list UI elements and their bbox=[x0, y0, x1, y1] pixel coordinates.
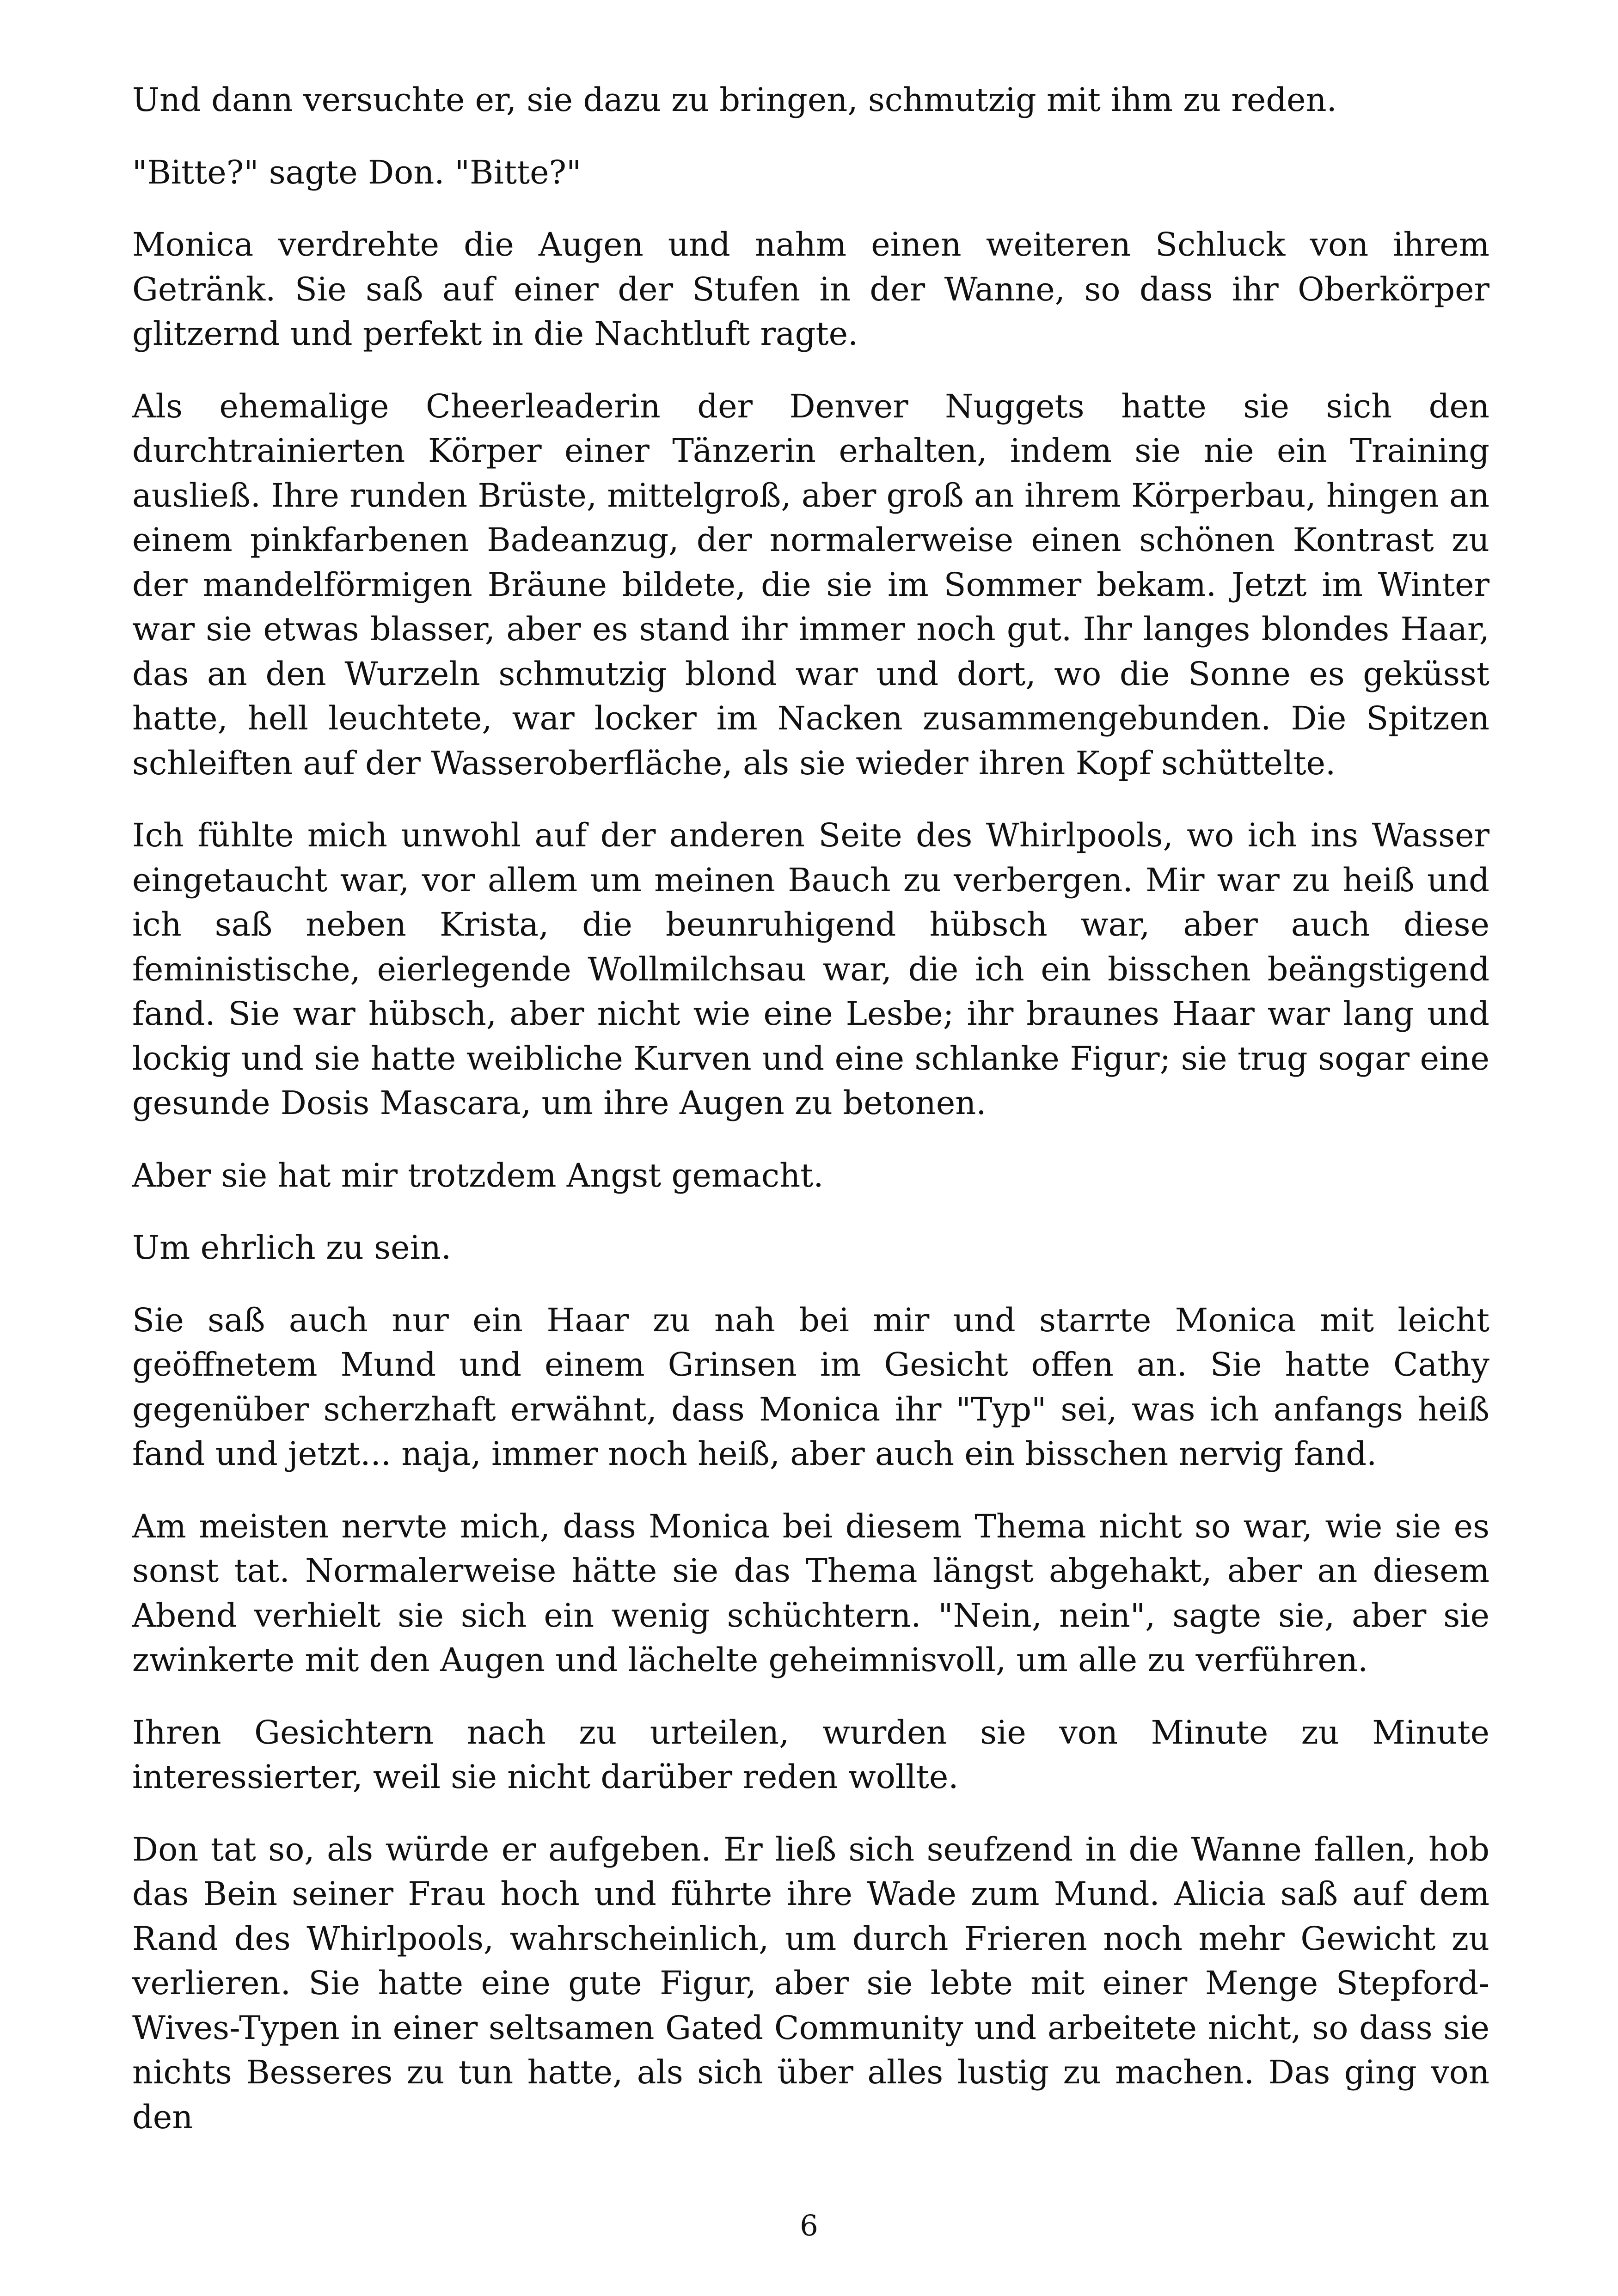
paragraph: Ihren Gesichtern nach zu urteilen, wurden sie von Minute zu Minute interessierter, weil sie nicht darüber reden wollte. bbox=[132, 1713, 1489, 1796]
paragraph: Um ehrlich zu sein. bbox=[132, 1229, 452, 1267]
paragraph: "Bitte?" sagte Don. "Bitte?" bbox=[132, 153, 582, 191]
paragraph: Sie saß auch nur ein Haar zu nah bei mir und starrte Monica mit leicht geöffnetem Mund und einem Grinsen im Gesicht offen an. Sie hatte Cathy gegenüber scherzhaft erwähnt, dass Monica ihr "Typ" sei, was ich anfangs heiß fand und jetzt... naja, immer noch heiß, aber auch ein bisschen nervig fand. bbox=[132, 1301, 1489, 1473]
paragraph: Monica verdrehte die Augen und nahm einen weiteren Schluck von ihrem Getränk. Sie saß auf einer der Stufen in der Wanne, so dass ihr Oberkörper glitzernd und perfekt in die Nachtluft ragte. bbox=[132, 226, 1489, 353]
paragraph: Und dann versuchte er, sie dazu zu bringen, schmutzig mit ihm zu reden. bbox=[132, 81, 1337, 119]
body-text bbox=[132, 78, 1489, 2167]
paragraph: Don tat so, als würde er aufgeben. Er ließ sich seufzend in die Wanne fallen, hob das Bein seiner Frau hoch und führte ihre Wade zum Mund. Alicia saß auf dem Rand des Whirlpools, wahrscheinlich, um durch Frieren noch mehr Gewicht zu verlieren. Sie hatte eine gute Figur, aber sie lebte mit einer Menge Stepford-Wives-Typen in einer seltsamen Gated Community und arbeitete nicht, so dass sie nichts Besseres zu tun hatte, als sich über alles lustig zu machen. Das ging von den bbox=[132, 1830, 1489, 2136]
paragraph: Am meisten nervte mich, dass Monica bei diesem Thema nicht so war, wie sie es sonst tat. Normalerweise hätte sie das Thema längst abgehakt, aber an diesem Abend verhielt sie sich ein wenig schüchtern. "Nein, nein", sagte sie, aber sie zwinkerte mit den Augen und lächelte geheimnisvoll, um alle zu verführen. bbox=[132, 1507, 1489, 1679]
paragraph: Ich fühlte mich unwohl auf der anderen Seite des Whirlpools, wo ich ins Wasser eingetaucht war, vor allem um meinen Bauch zu verbergen. Mir war zu heiß und ich saß neben Krista, die beunruhigend hübsch war, aber auch diese feministische, eierlegende Wollmilchsau war, die ich ein bisschen beängstigend fand. Sie war hübsch, aber nicht wie eine Lesbe; ihr braunes Haar war lang und lockig und sie hatte weibliche Kurven und eine schlanke Figur; sie trug sogar eine gesunde Dosis Mascara, um ihre Augen zu betonen. bbox=[132, 816, 1489, 1122]
paragraph: Als ehemalige Cheerleaderin der Denver Nuggets hatte sie sich den durchtrainierten Körper einer Tänzerin erhalten, indem sie nie ein Training ausließ. Ihre runden Brüste, mittelgroß, aber groß an ihrem Körperbau, hingen an einem pinkfarbenen Badeanzug, der normalerweise einen schönen Kontrast zu der mandelförmigen Bräune bildete, die sie im Sommer bekam. Jetzt im Winter war sie etwas blasser, aber es stand ihr immer noch gut. Ihr langes blondes Haar, das an den Wurzeln schmutzig blond war und dort, wo die Sonne es geküsst hatte, hell leuchtete, war locker im Nacken zusammengebunden. Die Spitzen schleiften auf der Wasseroberfläche, als sie wieder ihren Kopf schüttelte. bbox=[132, 387, 1489, 782]
paragraph: Aber sie hat mir trotzdem Angst gemacht. bbox=[132, 1156, 824, 1194]
page-number: 6 bbox=[800, 2209, 818, 2242]
